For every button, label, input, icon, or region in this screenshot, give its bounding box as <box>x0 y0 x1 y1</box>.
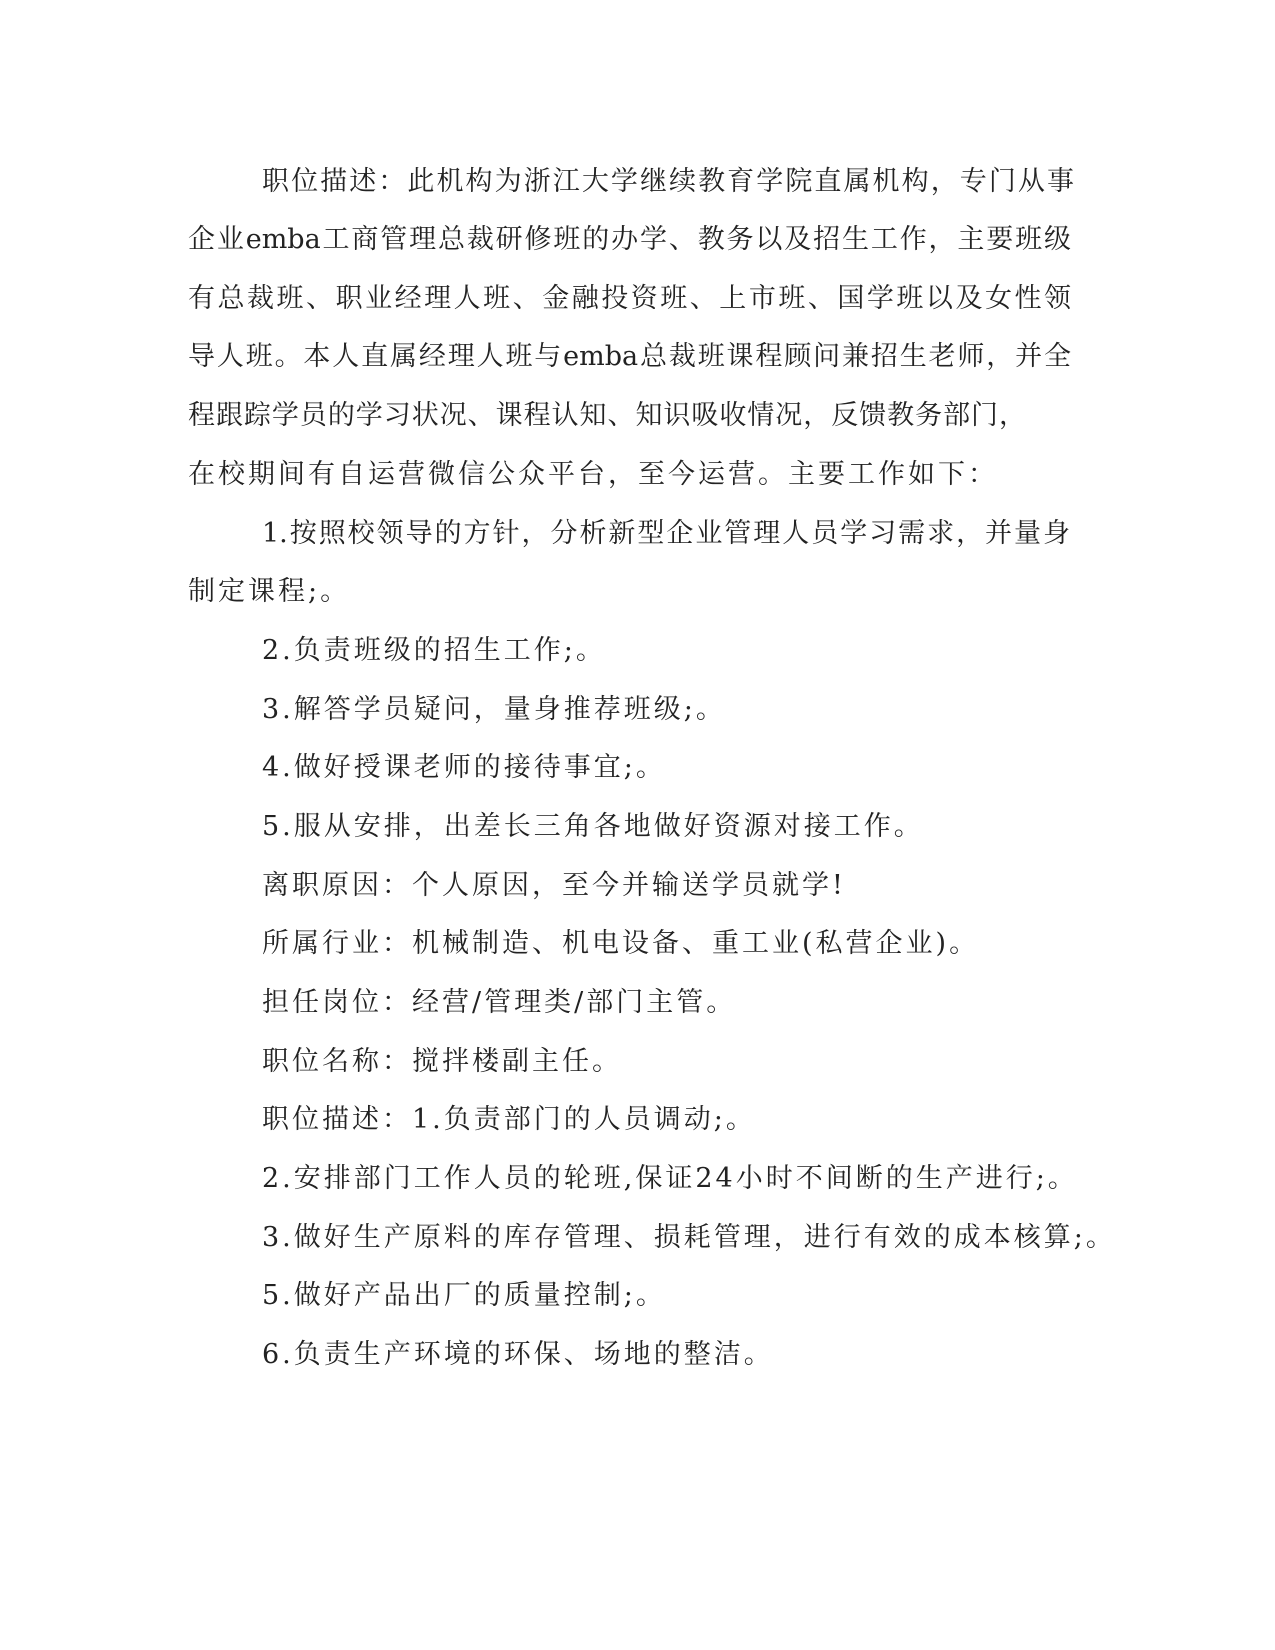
list-item: 6.负责生产环境的环保、场地的整洁。 <box>262 1339 774 1370</box>
position-title: 职位名称：搅拌楼副主任。 <box>262 1046 622 1077</box>
position-description: 职位描述：1.负责部门的人员调动;。 <box>262 1104 756 1135</box>
position-category: 担任岗位：经营/管理类/部门主管。 <box>262 987 737 1018</box>
list-item: 5.服从安排，出差长三角各地做好资源对接工作。 <box>262 811 924 842</box>
industry: 所属行业：机械制造、机电设备、重工业(私营企业)。 <box>262 928 980 959</box>
paragraph-line: 企业emba工商管理总裁研修班的办学、教务以及招生工作，主要班级 <box>188 224 1071 255</box>
paragraph-line: 导人班。本人直属经理人班与emba总裁班课程顾问兼招生老师，并全 <box>188 341 1071 372</box>
paragraph-line: 在校期间有自运营微信公众平台，至今运营。主要工作如下： <box>188 459 998 490</box>
list-item: 3.解答学员疑问，量身推荐班级;。 <box>262 694 726 725</box>
list-item: 1.按照校领导的方针，分析新型企业管理人员学习需求，并量身 <box>262 518 1070 549</box>
list-item: 2.安排部门工作人员的轮班,保证24小时不间断的生产进行;。 <box>262 1163 1078 1194</box>
list-item: 4.做好授课老师的接待事宜;。 <box>262 752 666 783</box>
list-item: 5.做好产品出厂的质量控制;。 <box>262 1280 666 1311</box>
paragraph-line: 职位描述：此机构为浙江大学继续教育学院直属机构，专门从事 <box>262 166 1074 197</box>
list-item-continuation: 制定课程;。 <box>188 576 351 607</box>
list-item: 2.负责班级的招生工作;。 <box>262 635 606 666</box>
list-item: 3.做好生产原料的库存管理、损耗管理，进行有效的成本核算;。 <box>262 1222 1116 1253</box>
paragraph-line: 有总裁班、职业经理人班、金融投资班、上市班、国学班以及女性领 <box>188 283 1071 314</box>
leave-reason: 离职原因：个人原因，至今并输送学员就学! <box>262 870 846 901</box>
paragraph-line: 程跟踪学员的学习状况、课程认知、知识吸收情况，反馈教务部门， <box>188 400 1026 431</box>
